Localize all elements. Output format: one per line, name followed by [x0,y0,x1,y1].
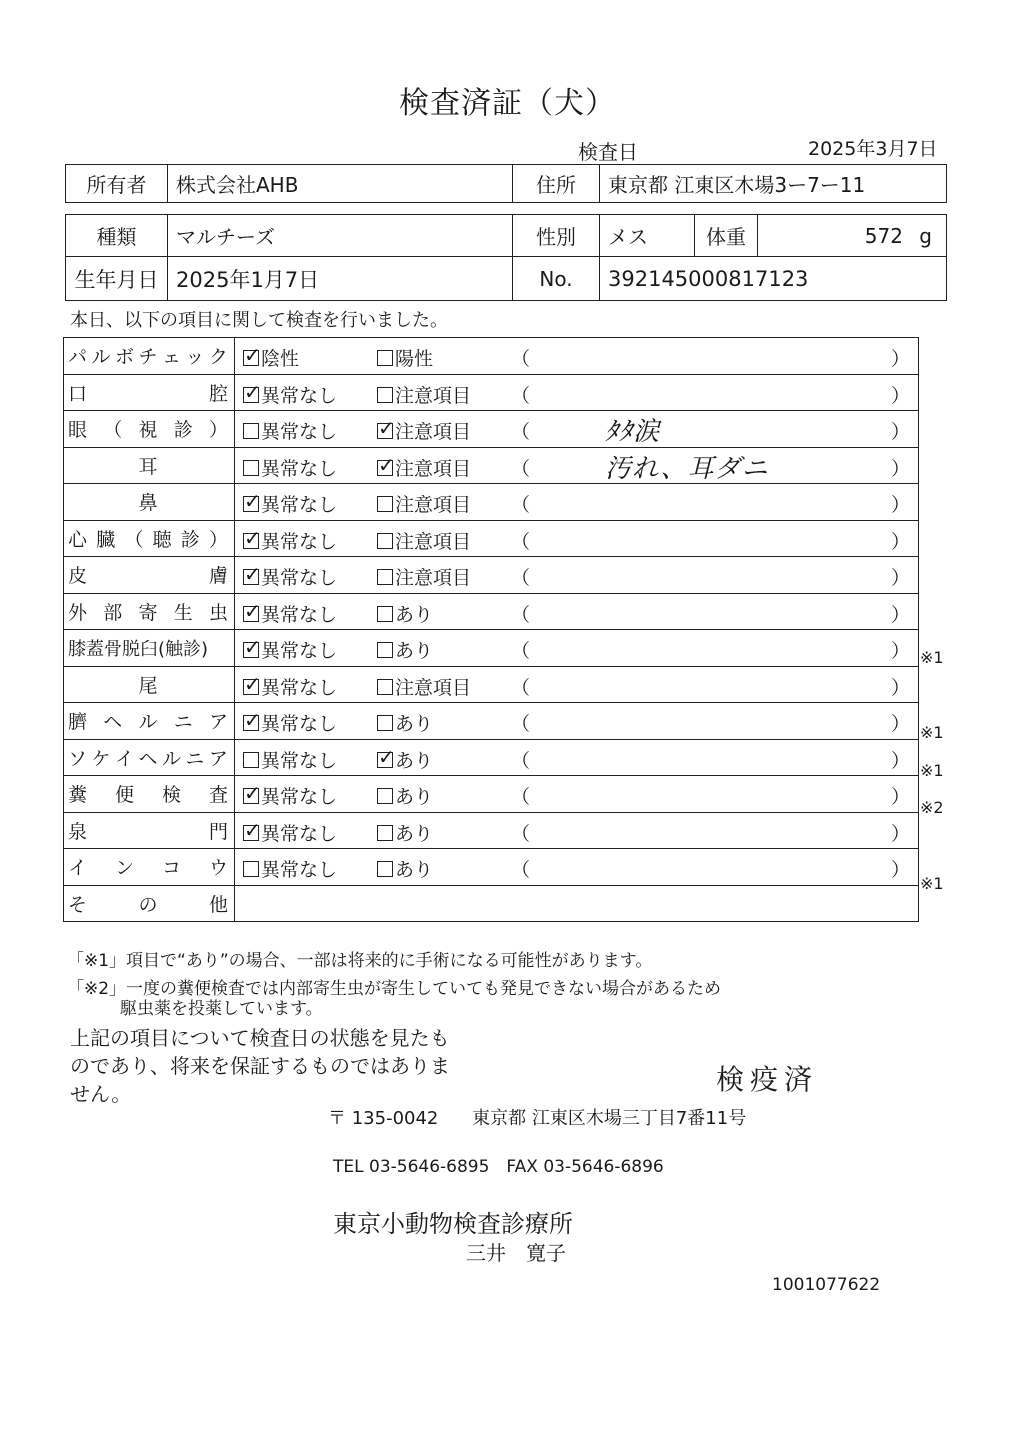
check-item-label-cell [64,447,235,484]
paren-close: ） [890,713,910,735]
label-char: 他 [208,893,228,916]
checkbox[interactable] [377,569,393,585]
option-2[interactable] [377,490,471,517]
paren-open: （ [511,859,531,881]
checkbox[interactable] [377,825,393,841]
option-1[interactable] [243,381,337,408]
check-item-label [68,525,228,552]
serial-number: 1001077622 [772,1275,881,1295]
check-row [64,739,919,776]
option-1[interactable] [243,819,337,846]
label-char: ヘ [103,711,123,734]
check-item-label [68,817,228,844]
option-label: 異常なし [261,786,338,808]
checkbox[interactable] [243,569,259,585]
option-1[interactable] [243,782,337,809]
check-item-label-cell [64,849,235,886]
option-label: 異常なし [261,859,338,881]
label-char: ア [208,711,228,734]
check-item-label [68,707,228,734]
label-char: ウ [208,857,228,880]
label-char: ニ [185,747,205,770]
option-2[interactable] [377,527,471,554]
option-label: 注意項目 [395,384,472,407]
footnote-mark: ※1 [920,723,944,742]
label-char: ル [161,747,181,770]
doctor-name: 三井 寛子 [466,1241,566,1265]
check-row [64,338,919,375]
option-2[interactable] [377,417,471,444]
option-1[interactable] [243,490,337,517]
checkbox[interactable] [243,825,259,841]
checkbox[interactable] [243,496,259,512]
exam-date-value: 2025年3月7日 [808,138,938,160]
breed-label: 種類 [66,215,168,257]
option-1[interactable] [243,527,337,554]
checkbox[interactable] [243,387,259,403]
option-1[interactable] [243,636,337,663]
label-char: 便 [114,784,134,807]
other-row [64,885,919,922]
paren-close: ） [890,749,910,772]
paren-open: （ [511,457,531,480]
sex-value: メス [600,215,695,257]
label-char: 診 [173,419,193,442]
clinic-name: 東京小動物検査診療所 [333,1210,573,1238]
label-char: ヘ [138,747,158,770]
label-char: ク [208,346,228,369]
option-2[interactable] [377,709,433,736]
option-label: あり [395,859,434,881]
breed-value: マルチーズ [168,215,513,257]
option-label: 異常なし [261,567,338,589]
option-2[interactable] [377,344,433,371]
option-2[interactable] [377,782,433,809]
clinic-address-line [328,1104,746,1130]
option-label: 異常なし [261,494,338,516]
clinic-postal: 〒 135-0042 [328,1108,439,1129]
note-1: 「※1」項目で“あり”の場合、一部は将来的に手術になる可能性があります。 [67,951,653,971]
check-item-label: 尾 [138,674,158,697]
weight-label: 体重 [695,215,758,257]
check-item-label [68,342,228,369]
check-row [64,849,919,886]
handwritten-note: 汚れ、耳ダニ [605,453,769,484]
option-label: あり [395,713,434,735]
checkbox[interactable] [243,642,259,658]
check-item-label [68,561,228,588]
exam-date-label: 検査日 [578,140,638,164]
option-1[interactable] [243,563,337,590]
check-row [64,812,919,849]
option-2[interactable] [377,819,433,846]
paren-close: ） [890,457,910,480]
check-item-label [68,853,228,880]
label-char: 門 [208,820,228,843]
paren-close: ） [890,786,910,808]
check-row [64,703,919,740]
label-char: 眼 [68,419,88,442]
label-char: ル [138,711,158,734]
check-item-content [235,666,919,703]
checkbox[interactable] [243,350,259,366]
label-char: ッ [185,346,205,369]
check-item-content [235,520,919,557]
option-2[interactable] [377,381,471,408]
check-item-label-cell [64,630,235,667]
label-char: ケ [91,747,111,770]
checkbox[interactable] [377,496,393,512]
label-char: ） [208,419,228,442]
weight-value: 572 [864,223,903,248]
clinic-tel-fax: TEL 03-5646-6895 FAX 03-5646-6896 [333,1157,664,1177]
paren-close: ） [890,567,910,589]
check-row [64,520,919,557]
checkbox[interactable] [243,460,259,476]
label-char: チ [138,346,158,369]
checkbox[interactable] [243,679,259,695]
paren-close: ） [890,603,910,626]
checkbox[interactable] [243,752,259,768]
label-char: 検 [161,784,181,807]
paren-open: （ [511,421,531,443]
page-title: 検査済証（犬） [399,86,616,121]
label-char: 皮 [68,565,88,588]
paren-close: ） [890,348,910,370]
label-char: （ [103,419,123,442]
option-label: あり [395,786,434,808]
label-char: イ [114,747,134,770]
other-content [235,885,919,922]
birth-value: 2025年1月7日 [168,257,513,301]
option-1[interactable] [243,344,299,371]
check-row [64,666,919,703]
label-char: 泉 [68,820,88,843]
label-char: そ [68,893,88,916]
label-char: ソ [68,747,88,770]
option-label: 異常なし [261,530,338,553]
check-item-content [235,849,919,886]
check-item-label: 耳 [138,455,158,478]
checkbox[interactable] [377,679,393,695]
check-item-label [68,415,228,442]
address-value: 東京都 江東区木場3ー7ー11 [600,165,947,203]
label-char: の [138,893,158,916]
footnote-mark: ※1 [920,760,944,780]
label-char: ボ [114,346,134,369]
option-label: あり [395,749,434,772]
handwritten-note: ﾀﾀ涙 [605,417,661,447]
no-value: 392145000817123 [600,257,947,301]
check-item-label-cell [64,666,235,703]
other-label-cell [64,885,235,922]
checkbox[interactable] [377,642,393,658]
label-char: 臓 [96,528,116,551]
option-2[interactable] [377,855,433,882]
option-label: 異常なし [261,640,338,662]
check-item-content [235,411,919,448]
pet-table [65,214,947,301]
check-item-content [235,374,919,411]
paren-open: （ [511,713,531,735]
option-label: 異常なし [261,384,338,407]
check-item-content [235,703,919,740]
checkbox[interactable] [243,788,259,804]
option-1[interactable] [243,417,337,444]
option-2[interactable] [377,636,433,663]
option-2[interactable] [377,746,433,773]
option-2[interactable] [377,454,471,481]
option-label: 陰性 [261,348,300,370]
option-label: 異常なし [261,713,338,735]
paren-open: （ [511,822,531,845]
check-item-label [68,780,228,807]
label-char: 腔 [208,382,228,405]
checkbox[interactable] [377,387,393,403]
checks-table [63,337,919,922]
check-row [64,593,919,630]
check-row [64,557,919,594]
note-2-line2: 駆虫薬を投薬しています。 [120,999,323,1019]
label-char: 心 [68,528,88,551]
option-label: 異常なし [261,749,338,772]
checkbox[interactable] [243,715,259,731]
disclaimer: 上記の項目について検査日の状態を見たものであり、将来を保証するものではありません。 [70,1026,450,1106]
label-char: ア [208,747,228,770]
option-label: 異常なし [261,457,338,480]
checkbox[interactable] [377,606,393,622]
footnote-mark: ※1 [920,647,944,667]
paren-open: （ [511,786,531,808]
paren-open: （ [511,348,531,370]
option-label: 異常なし [261,822,338,845]
no-label: No. [513,257,600,301]
option-1[interactable] [243,855,337,882]
option-2[interactable] [377,600,433,627]
label-char: 聴 [152,528,172,551]
label-char: パ [68,346,88,369]
checkbox[interactable] [377,350,393,366]
paren-open: （ [511,603,531,626]
address-label: 住所 [513,165,600,203]
check-row [64,630,919,667]
check-item-label-cell [64,411,235,448]
birth-label: 生年月日 [66,257,168,301]
label-char: イ [68,857,88,880]
check-row [64,411,919,448]
paren-close: ） [890,640,910,662]
label-char: ル [91,346,111,369]
footnote-mark: ※2 [920,798,944,818]
check-item-label [68,744,228,771]
check-item-content [235,739,919,776]
option-1[interactable] [243,746,337,773]
option-label: 異常なし [261,421,338,443]
check-item-content [235,338,919,375]
paren-open: （ [511,749,531,772]
option-label: あり [395,603,434,626]
check-item-label [68,379,228,406]
weight-cell [758,215,947,257]
option-label: あり [395,822,434,845]
check-item-label-cell [64,338,235,375]
paren-close: ） [890,494,910,516]
check-item-content [235,812,919,849]
checkbox[interactable] [377,752,393,768]
inspection-stamp: 検疫済 [716,1063,819,1096]
label-char: ェ [161,346,181,369]
label-char: 生 [173,601,193,624]
label-char: 膚 [208,565,228,588]
option-1[interactable] [243,454,337,481]
check-item-label: 膝蓋骨脱臼(触診) [68,638,209,660]
option-label: 注意項目 [395,421,472,443]
option-label: 陽性 [395,348,434,370]
owner-table [65,164,947,203]
option-label: 注意項目 [395,457,472,480]
check-item-label-cell [64,776,235,813]
check-item-content [235,776,919,813]
intro-text: 本日、以下の項目に関して検査を行いました。 [70,310,448,331]
option-2[interactable] [377,673,471,700]
label-char: 視 [138,419,158,442]
label-char: 査 [208,784,228,807]
option-1[interactable] [243,709,337,736]
check-item-label-cell [64,812,235,849]
label-char: 寄 [138,601,158,624]
checkbox[interactable] [243,533,259,549]
checkbox[interactable] [377,715,393,731]
check-item-label-cell [64,374,235,411]
owner-value: 株式会社AHB [168,165,513,203]
label-char: ン [114,857,134,880]
checkbox[interactable] [243,423,259,439]
check-item-content [235,557,919,594]
label-char: コ [161,857,181,880]
checkbox[interactable] [377,788,393,804]
note-2-line1: 「※2」一度の糞便検査では内部寄生虫が寄生していても発見できない場合があるため [67,979,722,999]
paren-close: ） [890,384,910,407]
label-char: 口 [68,382,88,405]
weight-unit: g [919,223,932,248]
check-row [64,374,919,411]
label-char: （ [124,528,144,551]
label-char: ニ [173,711,193,734]
option-label: 異常なし [261,603,338,626]
label-char: 部 [103,601,123,624]
other-label [68,890,228,917]
label-char: ） [208,528,228,551]
check-item-content [235,484,919,521]
check-row [64,447,919,484]
check-item-label-cell [64,593,235,630]
option-2[interactable] [377,563,471,590]
check-item-content [235,630,919,667]
clinic-address: 東京都 江東区木場三丁目7番11号 [472,1108,747,1129]
paren-open: （ [511,384,531,407]
check-item-label-cell [64,520,235,557]
option-1[interactable] [243,673,337,700]
paren-open: （ [511,676,531,699]
option-label: 注意項目 [395,676,472,699]
check-row [64,776,919,813]
check-row [64,484,919,521]
checkbox[interactable] [377,423,393,439]
option-label: 注意項目 [395,494,472,516]
owner-label: 所有者 [66,165,168,203]
check-item-label [68,598,228,625]
check-item-label-cell [64,557,235,594]
check-item-label-cell [64,484,235,521]
paren-open: （ [511,640,531,662]
checkbox[interactable] [377,861,393,877]
paren-open: （ [511,567,531,589]
paren-close: ） [890,822,910,845]
checkbox[interactable] [243,606,259,622]
option-label: あり [395,640,434,662]
label-char: 臍 [68,711,88,734]
checkbox[interactable] [243,861,259,877]
paren-open: （ [511,530,531,553]
check-item-content [235,593,919,630]
label-char: 外 [68,601,88,624]
paren-close: ） [890,676,910,699]
option-label: 注意項目 [395,530,472,553]
sex-label: 性別 [513,215,600,257]
footnote-mark: ※1 [920,873,944,893]
check-item-label-cell [64,739,235,776]
paren-close: ） [890,530,910,553]
check-item-label: 鼻 [138,492,158,515]
label-char: 虫 [208,601,228,624]
label-char: 診 [180,528,200,551]
paren-close: ） [890,859,910,881]
check-item-content [235,447,919,484]
checkbox[interactable] [377,460,393,476]
label-char: 糞 [68,784,88,807]
paren-close: ） [890,421,910,443]
checkbox[interactable] [377,533,393,549]
option-label: 異常なし [261,676,338,699]
check-item-label-cell [64,703,235,740]
option-label: 注意項目 [395,567,472,589]
paren-open: （ [511,494,531,516]
option-1[interactable] [243,600,337,627]
